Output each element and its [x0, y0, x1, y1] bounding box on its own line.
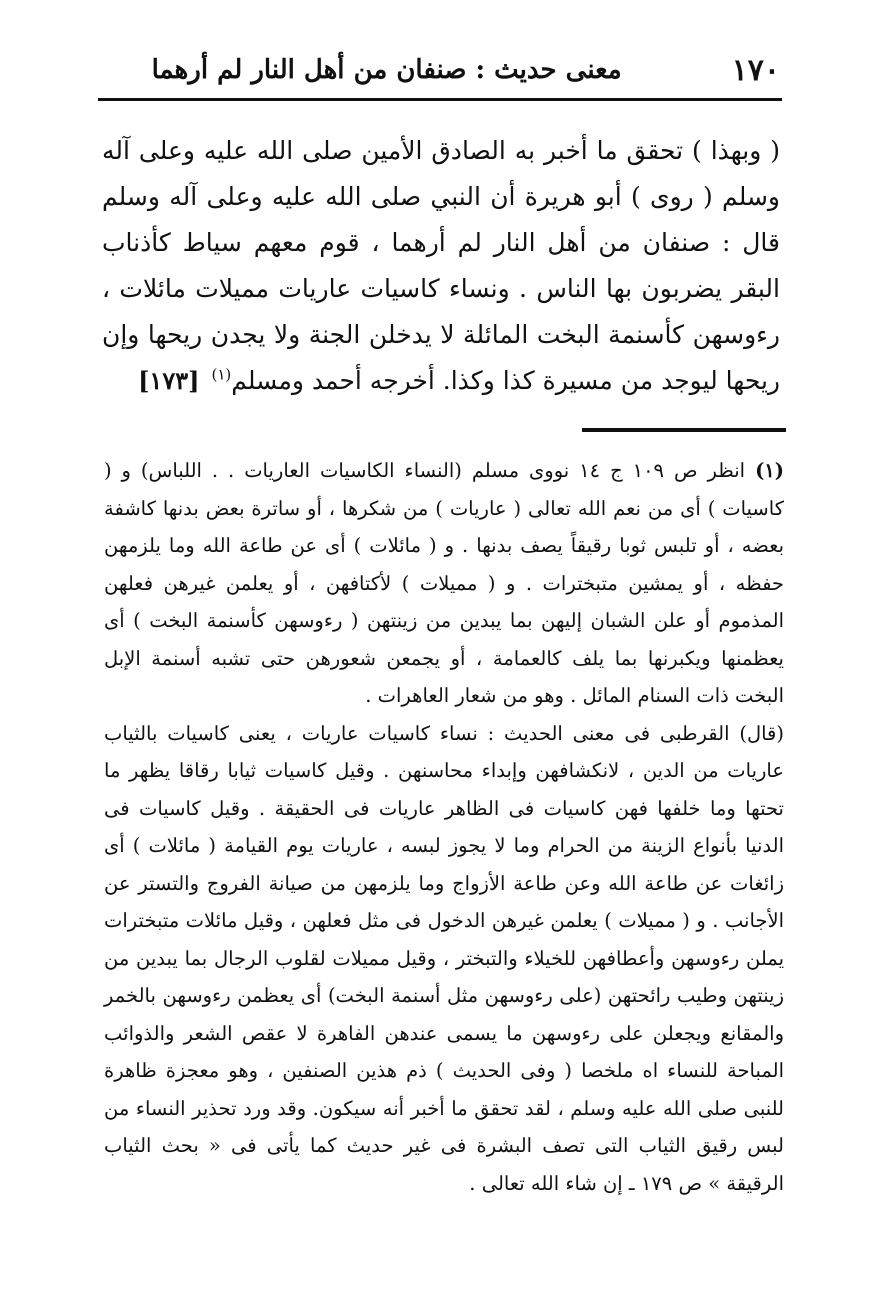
footnote-mark[interactable]: (١)	[211, 365, 232, 384]
header-rule	[98, 98, 782, 101]
footnote-separator	[582, 428, 786, 432]
reference-group	[138, 366, 231, 395]
page-header	[98, 48, 780, 92]
hadith-reference-number: [١٧٣]	[138, 366, 200, 395]
footnote-paragraph-1-text: انظر ص ١٠٩ ج ١٤ نووى مسلم (النساء الكاسيات العاريات . . اللباس) و ( كاسيات ) أى من نعم الله تعالى ( عاريات ) من شكرها ، أو ساترة بعض بدنها كاشفة بعضه ، أو تلبس ثوبا رقيقاً يصف بدنها . و ( مائلات ) أى عن طاعة الله وما يلزمهن حفظه ، أو يمشين متبخترات . و ( مميلات ) لأكتافهن ، أو يعلمن غيرهن فعلهن المذموم أو علن الشبان إليهن بما يبدين من زينتهن ( رءوسهن كأسنمة البخت ) أى يعظمنها ويكبرنها بما يلف كالعمامة ، أو يجمعن شعورهن حتى تشبه أسنمة الإبل البخت ذات السنام المائل . وهو من شعار العاهرات .	[104, 459, 784, 707]
page-number: ١٧٠	[731, 52, 780, 88]
footnote-paragraph-2: (قال) القرطبى فى معنى الحديث : نساء كاسيات عاريات ، يعنى كاسيات بالثياب عاريات من الدين ، لانكشافهن وإبداء محاسنهن . وقيل كاسيات ثيابا رقاقا يظهر ما تحتها وما خلفها فهن كاسيات فى الظاهر عاريات فى الحقيقة . وقيل كاسيات فى الدنيا بأنواع الزينة من الحرام وما لا يجوز لبسه ، عاريات يوم القيامة ( مائلات ) أى زائغات عن طاعة الله وعن طاعة الأزواج وما يلزمهن من صيانة الفروج والتستر عن الأجانب . و ( مميلات ) يعلمن غيرهن الدخول فى مثل فعلهن ، وقيل مائلات متبخترات يملن رءوسهن وأعطافهن للخيلاء والتبختر ، وقيل مميلات لقلوب الرجال بما يبدين من زينتهن وطيب رائحتهن (على رءوسهن مثل أسنمة البخت) أى يعظمن رءوسهن بالخمر والمقانع ويجعلن على رءوسهن ما يسمى عندهن الفاهرة لا عقص الشعر والذوائب المباحة للنساء اه ملخصا ( وفى الحديث ) ذم هذين الصنفين ، وهو معجزة ظاهرة للنبى صلى الله عليه وسلم ، لقد تحقق ما أخبر أنه سيكون. وقد ورد تحذير النساء من لبس رقيق الثياب التى تصف البشرة فى غير حديث كما يأتى فى « بحث الثياب الرقيقة » ص ١٧٩ ـ إن شاء الله تعالى .	[104, 721, 784, 1195]
footnote-paragraph-1	[104, 452, 784, 715]
running-title: معنى حديث : صنفان من أهل النار لم أرهما	[151, 55, 622, 85]
footnote-label: (١)	[755, 459, 785, 482]
main-paragraph	[102, 128, 780, 404]
main-paragraph-text: ( وبهذا ) تحقق ما أخبر به الصادق الأمين صلى الله عليه وعلى آله وسلم ( روى ) أبو هريرة أن النبي صلى الله عليه وعلى آله وسلم قال : صنفان من أهل النار لم أرهما ، قوم معهم سياط كأذناب البقر يضربون بها الناس . ونساء كاسيات عاريات مميلات مائلات ، رءوسهن كأسنمة البخت المائلة لا يدخلن الجنة ولا يجدن ريحها وإن ريحها ليوجد من مسيرة كذا وكذا. أخرجه أحمد ومسلم	[102, 136, 780, 395]
footnotes-section	[104, 452, 784, 1202]
